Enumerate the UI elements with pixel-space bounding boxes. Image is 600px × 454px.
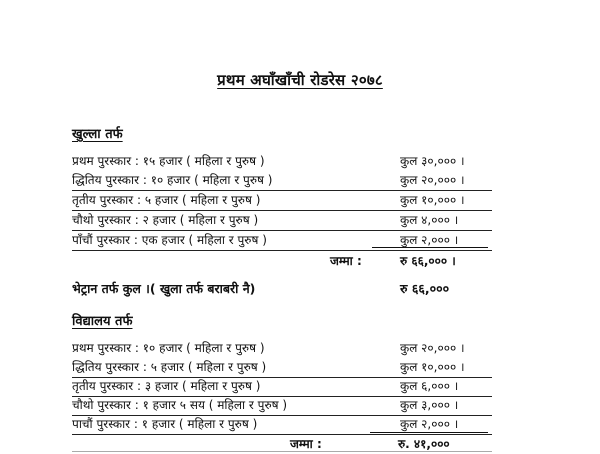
prize-label: चौथो पुरस्कार : २ हजार ( महिला र पुरुष ) xyxy=(72,213,259,227)
prize-label: प्रथम पुरस्कार : १० हजार ( महिला र पुरुष ) xyxy=(72,341,265,355)
open-total-rule xyxy=(372,247,488,248)
prize-amount: कुल २,००० । xyxy=(400,417,459,431)
school-prize-row-4 xyxy=(72,396,492,416)
open-prize-row-4 xyxy=(72,211,492,231)
open-prize-row-2 xyxy=(72,171,492,191)
prize-amount: कुल २०,००० । xyxy=(400,341,465,355)
open-prize-row-1 xyxy=(72,152,492,171)
prize-label: द्धितिय पुरस्कार : ५ हजार ( महिला र पुरुष ) xyxy=(72,360,267,374)
prize-amount: कुल ६,००० । xyxy=(400,379,459,393)
open-section-heading: खुल्ला तर्फ xyxy=(72,127,123,142)
prize-amount: कुल १०,००० । xyxy=(400,360,465,374)
prize-amount: कुल ३०,००० । xyxy=(400,154,465,168)
open-prize-row-5 xyxy=(72,231,492,251)
school-total-value: रु. ४१,००० xyxy=(398,437,450,451)
school-prize-row-3 xyxy=(72,377,492,397)
prize-amount: कुल २,००० । xyxy=(400,233,459,247)
page-divider xyxy=(72,451,492,452)
school-prize-row-1 xyxy=(72,339,492,358)
prize-label: पाँचौं पुरस्कार : एक हजार ( महिला र पुरुष ) xyxy=(72,233,267,247)
school-section-heading: विद्यालय तर्फ xyxy=(72,314,133,329)
prize-label: पाचौं पुरस्कार : १ हजार ( महिला र पुरुष ) xyxy=(72,417,258,431)
open-total-value: रु ६६,००० । xyxy=(400,254,456,268)
prize-label: द्धितिय पुरस्कार : १० हजार ( महिला र पुरुष ) xyxy=(72,173,273,187)
school-prize-row-2 xyxy=(72,358,492,378)
school-total-rule xyxy=(370,432,488,433)
document-title: प्रथम अघाँखाँची रोडरेस २०७८ xyxy=(217,71,383,89)
prize-label: प्रथम पुरस्कार : १५ हजार ( महिला र पुरुष ) xyxy=(72,154,265,168)
school-total-label: जम्मा : xyxy=(290,437,322,451)
veteran-value: रु ६६,००० xyxy=(400,281,450,296)
prize-label: चौथो पुरस्कार : १ हजार ५ सय ( महिला र पुरुष ) xyxy=(72,398,288,412)
open-total-label: जम्मा : xyxy=(330,254,362,268)
prize-amount: कुल ३,००० । xyxy=(400,398,459,412)
prize-label: तृतीय पुरस्कार : ३ हजार ( महिला र पुरुष ) xyxy=(72,379,261,393)
prize-amount: कुल १०,००० । xyxy=(400,193,465,207)
prize-label: तृतीय पुरस्कार : ५ हजार ( महिला र पुरुष ) xyxy=(72,193,261,207)
prize-amount: कुल ४,००० । xyxy=(400,213,459,227)
prize-amount: कुल २०,००० । xyxy=(400,173,465,187)
open-prize-row-3 xyxy=(72,191,492,211)
veteran-label: भेट्रान तर्फ कुल ।( खुला तर्फ बराबरी नै) xyxy=(72,281,256,296)
